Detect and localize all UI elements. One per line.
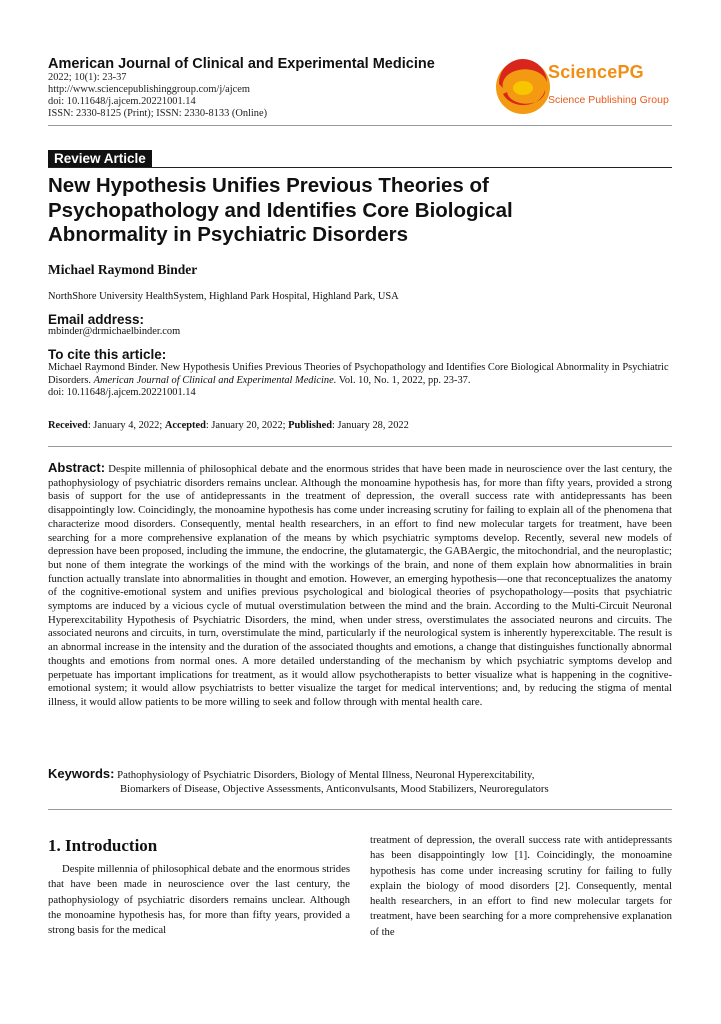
article-title: New Hypothesis Unifies Previous Theories of Psychopathology and Identifies Core Biological Abnormality in Psychiatric Disorders bbox=[48, 174, 513, 246]
abstract-label: Abstract: bbox=[48, 460, 106, 475]
author-affiliation: NorthShore University HealthSystem, Highland Park Hospital, Highland Park, USA bbox=[48, 291, 399, 302]
published-date: : January 28, 2022 bbox=[332, 420, 409, 431]
body-left-column: Despite millennia of philosophical debate and the enormous strides that have been made in neuroscience over the last century, the pathophysiology of psychiatric disorders remains unclear. Although the monoamine hypothesis has, for more than fifty years, provided a strong basis for the medical bbox=[48, 863, 350, 937]
cite-label: To cite this article: bbox=[48, 347, 167, 362]
citation-volume: Vol. 10, No. 1, 2022, pp. 23-37. bbox=[338, 374, 471, 386]
keywords-label: Keywords: bbox=[48, 766, 115, 781]
email-address[interactable]: mbinder@drmichaelbinder.com bbox=[48, 326, 181, 337]
sciencepg-swirl-icon bbox=[493, 54, 553, 118]
publication-dates bbox=[48, 420, 409, 431]
badge-divider bbox=[48, 167, 672, 168]
accepted-label: Accepted bbox=[164, 420, 206, 431]
abstract-text: Despite millennia of philosophical debate and the enormous strides that have been made in neuroscience over the last century, the pathophysiology of psychiatric disorders remains unclear. Although the monoamine hypothesis has, for more than fifty years, provided a strong basis of support for the use of antidepressants in the treatment of depression, the overall success rate with antidepressants has been disappointingly low. Coincidingly, the monoamine hypothesis has come under increasing scrutiny for failing to explain all of the phenomena that characterize mood disorders. Consequently, mental health researchers, in an effort to find new molecular targets for treatment, have been searching for a more comprehensive explanation of the means by which psychiatric symptoms develop. Recently, several new models of depression have been proposed, including the immune, the endocrine, the glutamatergic, the GABAergic, the mitochondrial, and the neuroplastic; but none of them integrate the workings of the mind with the workings of the brain, and none of them explain how abnormalities in brain function actually translate into abnormalities in thought and emotion. However, an emerging hypothesis—one that reconceptualizes the anatomy of the cognitive-emotional system and unifies previous psychological and biological theories of psychopathology—posits that psychiatric symptoms are induced by a vicious cycle of mutual overstimulation between the mind and the brain. According to the Multi-Circuit Neuronal Hyperexcitability Hypothesis of Psychiatric Disorders, the mind, when under stress, overstimulates the associated neurons and circuits. The associated neurons and circuits, in turn, overstimulate the mind, particularly if the neurological system is inherently hyperexcitable. The result is an abnormal increase in the intensity and the duration of the associated thoughts and emotions, a change that distinguishes functionally abnormal thoughts and emotions from normal ones. A more detailed understanding of the mechanism by which psychiatric symptoms develop and perpetuate has important implications for treatment, as it would allow psychotherapists to better visualize what is happening in the cognitive-emotional system; it would allow psychiatrists to better visualize the target for medical interventions; and, by reducing the stigma of mental illness, it would allow patients to be more willing to seek and follow through with mental health care. bbox=[48, 463, 672, 708]
abstract-divider bbox=[48, 446, 672, 447]
citation-text: Michael Raymond Binder. New Hypothesis Unifies Previous Theories of Psychopathology and Identifies Core Biological Abnormality in Psychiatric Disorders. bbox=[48, 362, 669, 386]
header-divider bbox=[48, 125, 672, 126]
journal-doi: doi: 10.11648/j.ajcem.20221001.14 bbox=[48, 96, 196, 107]
received-label: Received bbox=[48, 420, 88, 431]
keywords-line2: Biomarkers of Disease, Objective Assessments, Anticonvulsants, Mood Stabilizers, Neuroregulators bbox=[120, 783, 549, 795]
article-type-badge: Review Article bbox=[48, 150, 152, 168]
keywords bbox=[48, 767, 672, 796]
logo-subtitle: Science Publishing Group bbox=[548, 94, 669, 106]
journal-issue: 2022; 10(1): 23-37 bbox=[48, 72, 127, 83]
keywords-line1: Pathophysiology of Psychiatric Disorders, Biology of Mental Illness, Neuronal Hyperexcitability, bbox=[117, 769, 535, 781]
author-name: Michael Raymond Binder bbox=[48, 262, 198, 277]
body-divider bbox=[48, 809, 672, 810]
journal-issn: ISSN: 2330-8125 (Print); ISSN: 2330-8133 (Online) bbox=[48, 108, 268, 119]
accepted-date: : January 20, 2022; bbox=[205, 420, 286, 431]
citation-doi: doi: 10.11648/j.ajcem.20221001.14 bbox=[48, 387, 196, 398]
logo-brand: SciencePG bbox=[548, 62, 644, 82]
abstract bbox=[48, 461, 672, 710]
journal-url[interactable]: http://www.sciencepublishinggroup.com/j/ajcem bbox=[48, 84, 250, 95]
journal-name: American Journal of Clinical and Experimental Medicine bbox=[48, 56, 435, 72]
received-date: : January 4, 2022; bbox=[87, 420, 163, 431]
email-label: Email address: bbox=[48, 312, 145, 327]
citation-journal: American Journal of Clinical and Experimental Medicine. bbox=[93, 374, 337, 386]
citation bbox=[48, 362, 672, 400]
body-right-column: treatment of depression, the overall success rate with antidepressants has been disappointingly low [1]. Coincidingly, the monoamine hypothesis has come under increasing scrutiny for failing to fully explain the biology of mood disorders [2]. Consequently, mental health researchers, in an effort to find new molecular targets for treatment, have been searching for a more comprehensive explanation of the bbox=[370, 834, 672, 938]
section-heading: 1. Introduction bbox=[48, 836, 158, 855]
published-label: Published bbox=[288, 420, 333, 431]
